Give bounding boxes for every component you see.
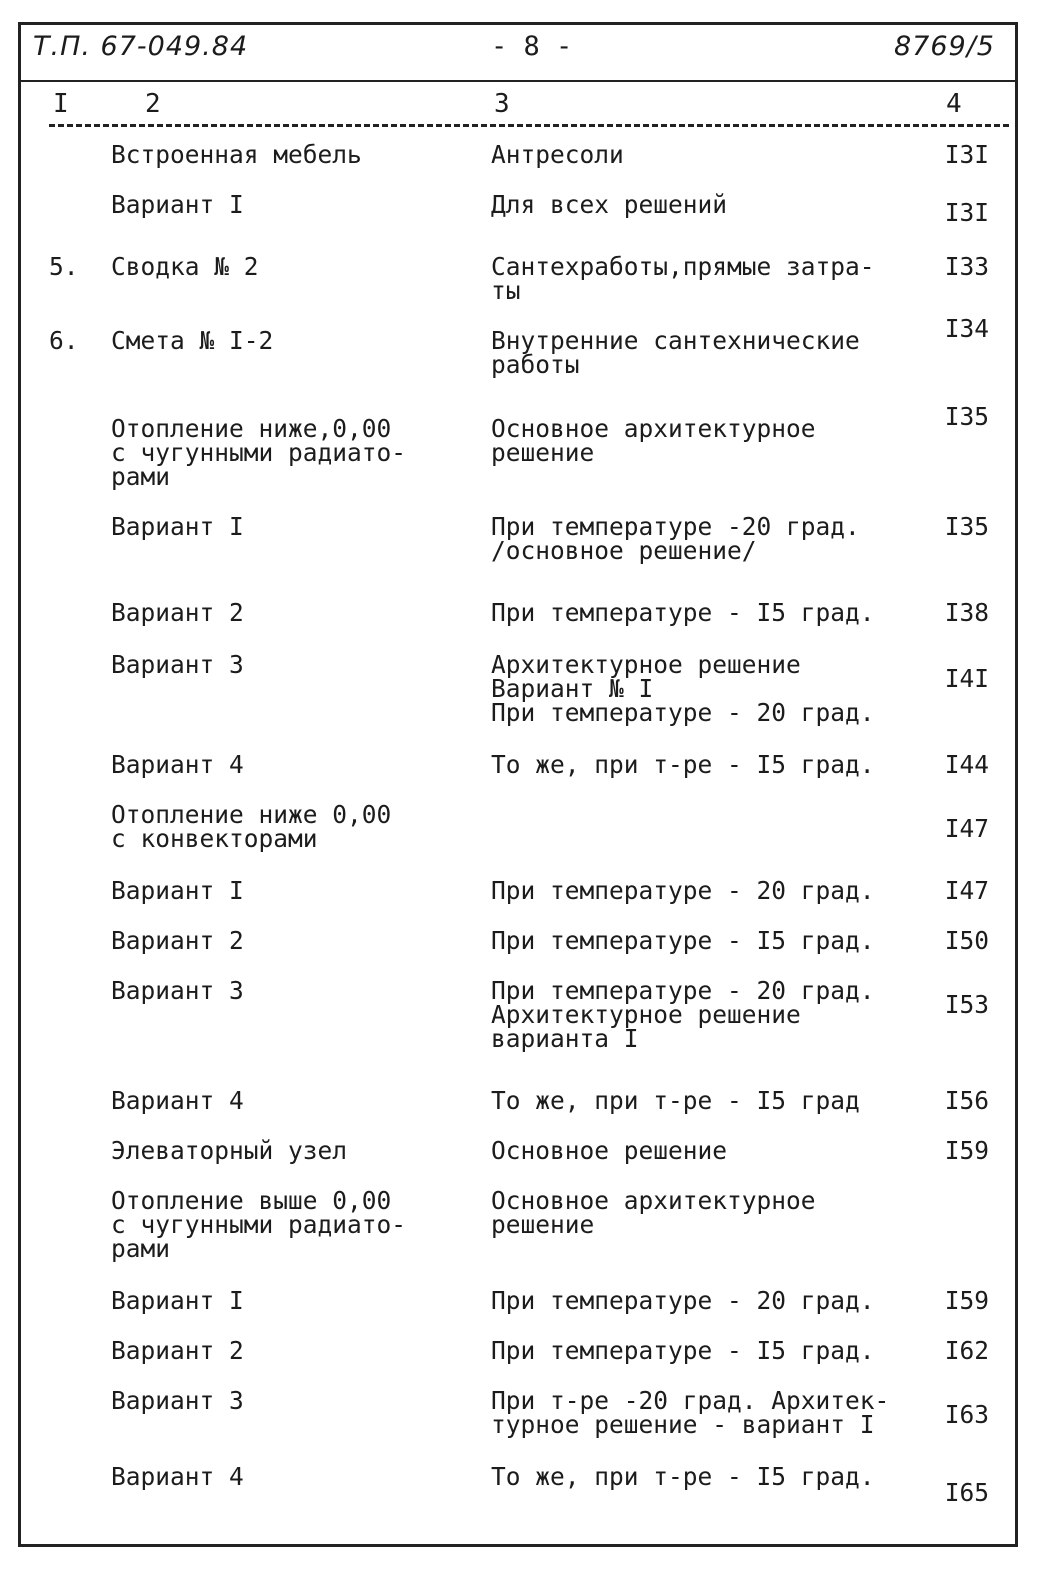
row-name: Вариант I: [111, 190, 244, 219]
column-number-1: I: [53, 89, 69, 119]
row-name: Вариант 2: [111, 1336, 244, 1365]
row-name: Смета № I-2: [111, 326, 274, 355]
row-name: Вариант 3: [111, 1386, 244, 1415]
row-name: Отопление выше 0,00 с чугунными радиато- рами: [111, 1186, 407, 1263]
row-description: При температуре - I5 град.: [491, 926, 875, 955]
row-page: I59: [944, 1286, 989, 1315]
row-page: I38: [944, 598, 989, 627]
row-page: I47: [944, 876, 989, 905]
row-number: 5.: [49, 252, 79, 281]
row-page: I53: [944, 990, 989, 1019]
row-page: I56: [944, 1086, 989, 1115]
row-description: Антресоли: [491, 140, 624, 169]
row-page: I59: [944, 1136, 989, 1165]
row-page: I3I: [944, 140, 989, 169]
row-page: I63: [944, 1400, 989, 1429]
column-header-dashed-rule: [49, 124, 1009, 127]
row-name: Отопление ниже,0,00 с чугунными радиато- рами: [111, 414, 407, 491]
row-description: Внутренние сантехнические работы: [491, 326, 860, 379]
row-name: Встроенная мебель: [111, 140, 362, 169]
row-description: При т-ре -20 град. Архитек- турное решение - вариант I: [491, 1386, 890, 1439]
column-number-4: 4: [946, 89, 962, 119]
row-page: I35: [944, 402, 989, 431]
row-description: При температуре - 20 град. Архитектурное решение варианта I: [491, 976, 875, 1053]
row-name: Сводка № 2: [111, 252, 259, 281]
row-page: I4I: [944, 664, 989, 693]
row-description: При температуре - I5 град.: [491, 598, 875, 627]
row-page: I33: [944, 252, 989, 281]
row-name: Вариант 3: [111, 650, 244, 679]
row-name: Вариант I: [111, 876, 244, 905]
sheet-code: 8769/5: [894, 31, 995, 62]
row-name: Вариант 2: [111, 598, 244, 627]
row-page: I47: [944, 814, 989, 843]
row-description: Основное архитектурное решение: [491, 414, 816, 467]
document-code: Т.П. 67-049.84: [33, 31, 249, 62]
row-description: Сантехработы,прямые затра- ты: [491, 252, 875, 305]
header-divider: [21, 80, 1015, 82]
row-page: I35: [944, 512, 989, 541]
row-description: Основное решение: [491, 1136, 728, 1165]
row-page: I3I: [944, 198, 989, 227]
column-number-2: 2: [145, 89, 161, 119]
column-number-3: 3: [494, 89, 510, 119]
row-description: То же, при т-ре - I5 град.: [491, 1462, 875, 1491]
row-page: I44: [944, 750, 989, 779]
row-name: Вариант 4: [111, 1462, 244, 1491]
row-name: Вариант I: [111, 1286, 244, 1315]
row-description: При температуре - 20 град.: [491, 876, 875, 905]
row-name: Вариант 2: [111, 926, 244, 955]
row-name: Вариант I: [111, 512, 244, 541]
row-name: Отопление ниже 0,00 с конвекторами: [111, 800, 392, 853]
row-description: При температуре -20 град. /основное решение/: [491, 512, 860, 565]
row-name: Вариант 4: [111, 1086, 244, 1115]
row-name: Элеваторный узел: [111, 1136, 348, 1165]
row-description: При температуре - 20 град.: [491, 1286, 875, 1315]
document-sheet: [18, 22, 1018, 1547]
row-page: I65: [944, 1478, 989, 1507]
row-number: 6.: [49, 326, 79, 355]
row-page: I62: [944, 1336, 989, 1365]
row-name: Вариант 4: [111, 750, 244, 779]
row-description: При температуре - I5 град.: [491, 1336, 875, 1365]
page-number: - 8 -: [491, 31, 573, 62]
row-description: Архитектурное решение Вариант № I При температуре - 20 град.: [491, 650, 875, 727]
row-description: То же, при т-ре - I5 град: [491, 1086, 860, 1115]
row-page: I50: [944, 926, 989, 955]
row-description: Основное архитектурное решение: [491, 1186, 816, 1239]
row-page: I34: [944, 314, 989, 343]
row-description: То же, при т-ре - I5 град.: [491, 750, 875, 779]
row-name: Вариант 3: [111, 976, 244, 1005]
row-description: Для всех решений: [491, 190, 728, 219]
